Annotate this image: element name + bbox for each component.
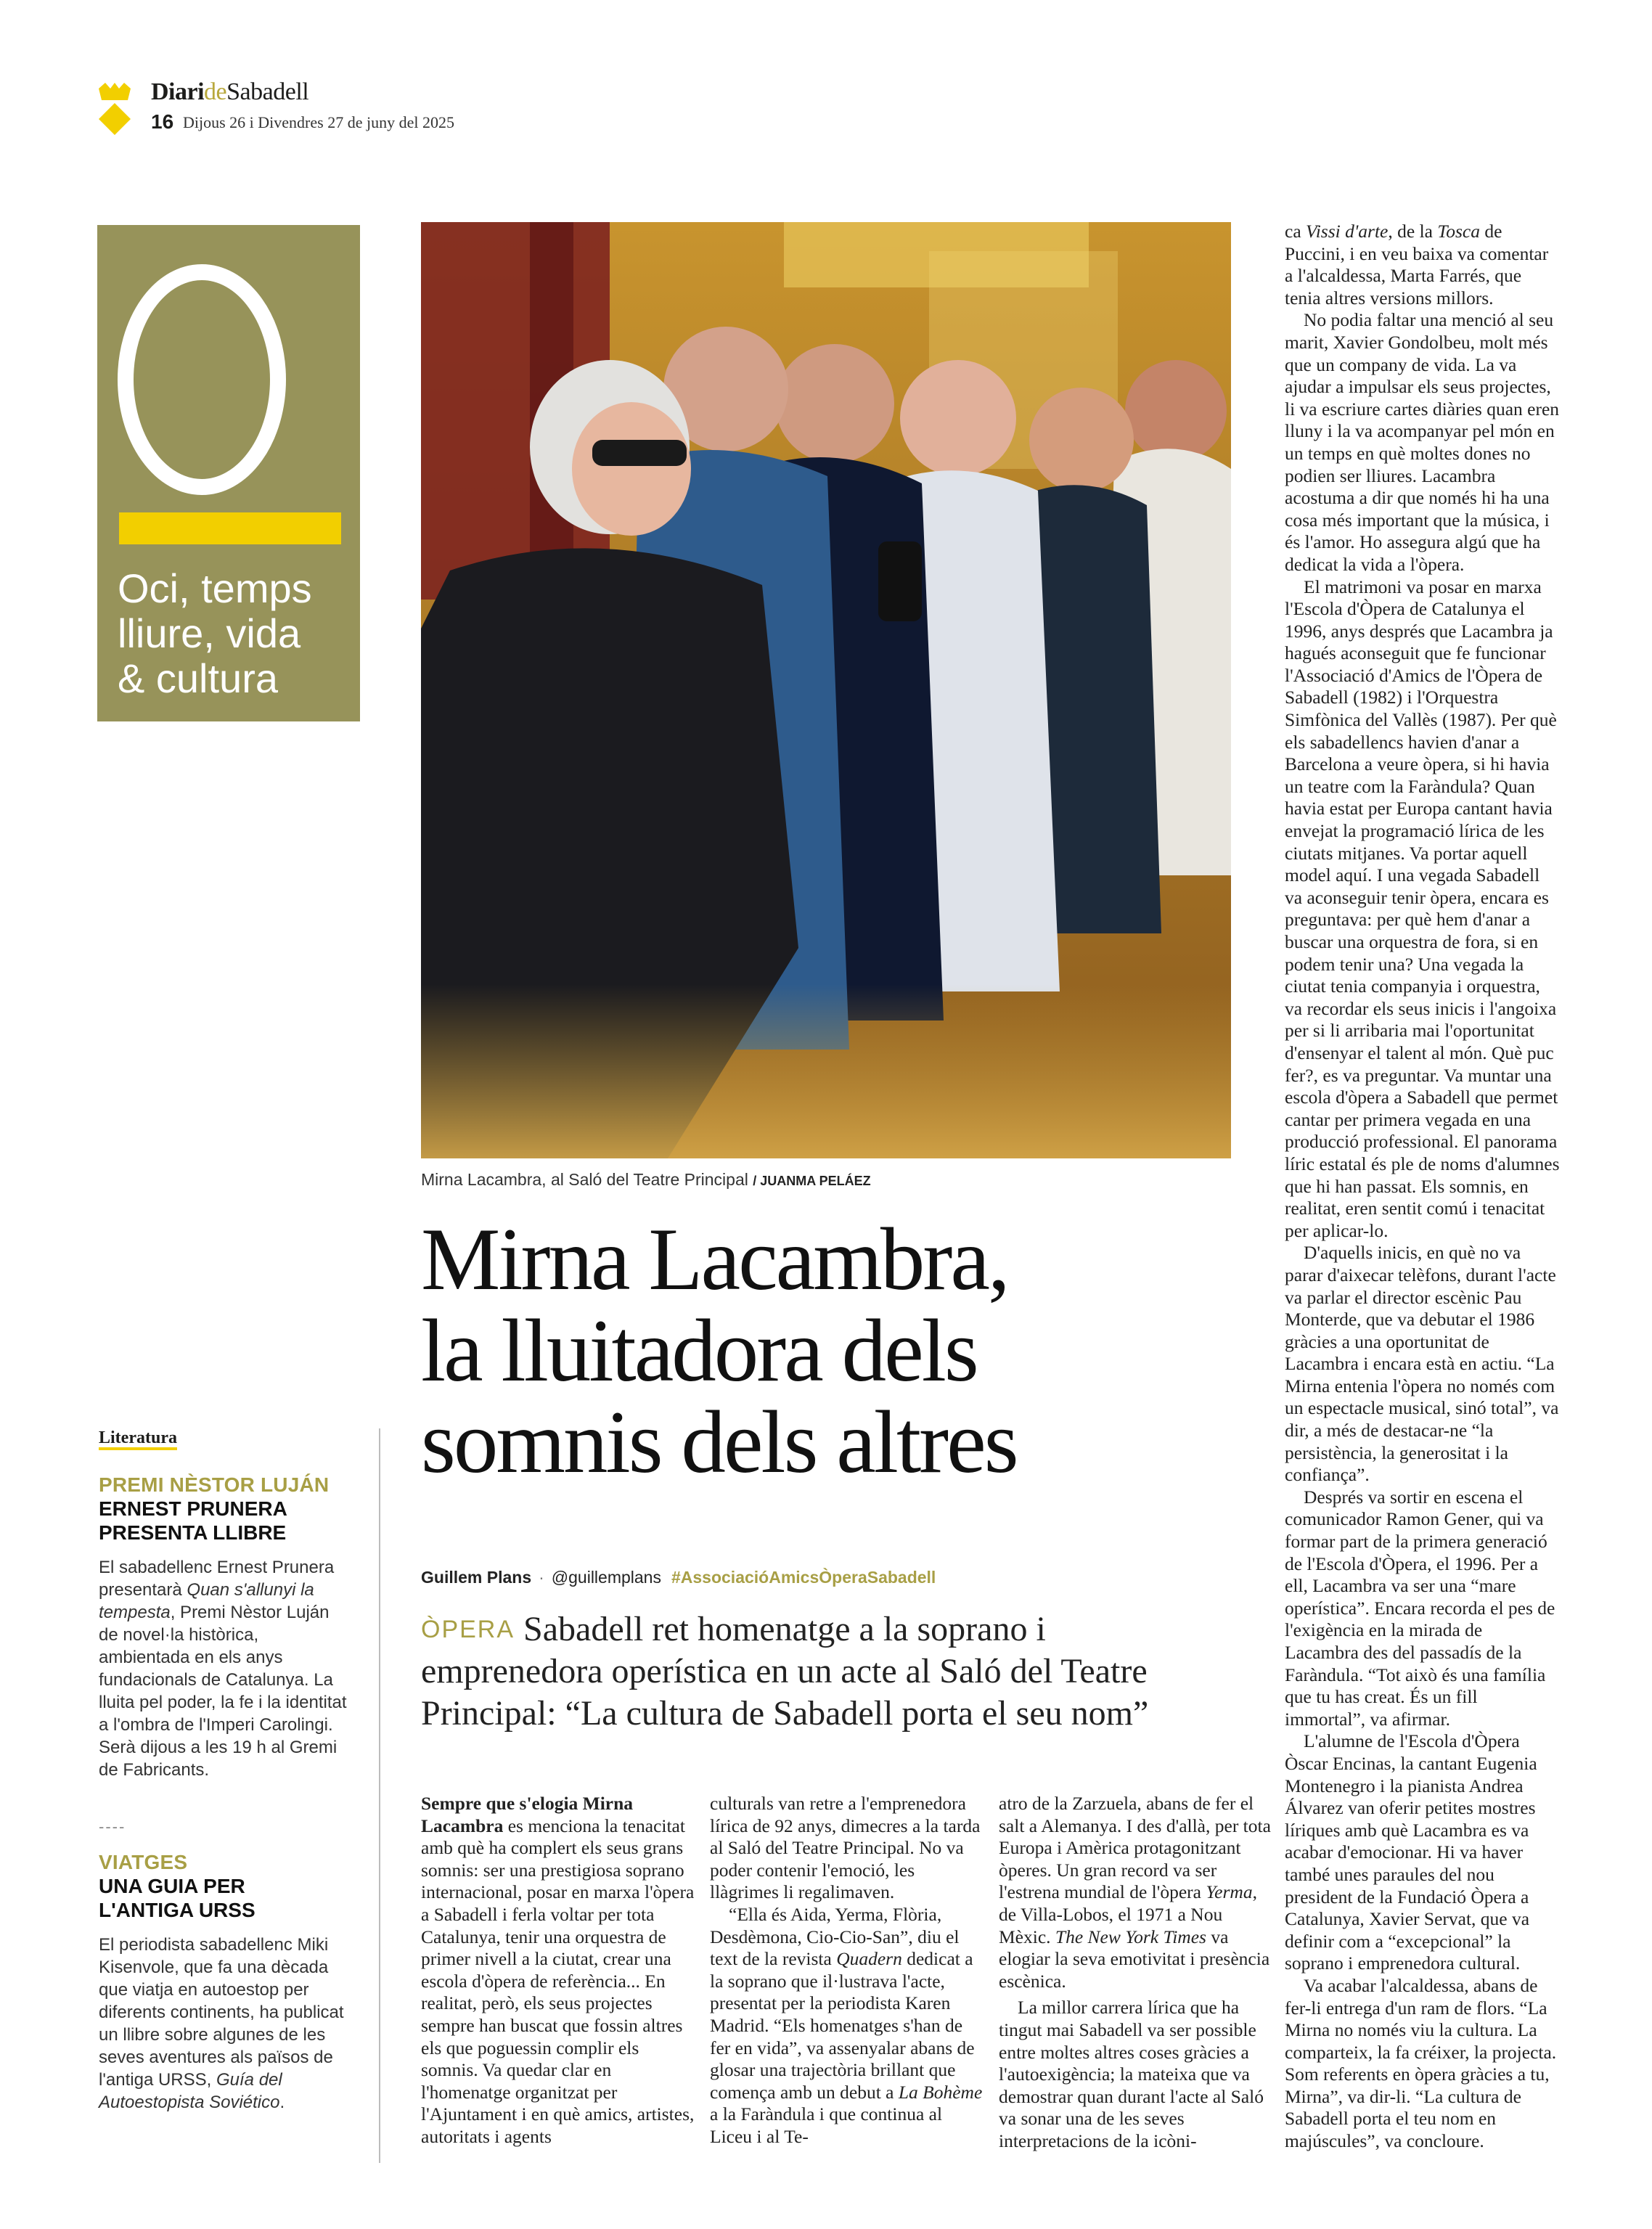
italic-title: Tosca (1437, 221, 1480, 242)
masthead-name-bold: Diari (151, 78, 205, 105)
brief-title (99, 1874, 350, 1922)
brief-body (99, 1934, 350, 2114)
issue-date: Dijous 26 i Divendres 27 de juny del 2025 (183, 113, 454, 131)
body-paragraph (710, 1904, 984, 2148)
body-column (421, 1793, 695, 2148)
paragraph-text: es menciona la tenacitat amb què ha complert els seus grans somnis: ser una prestigiosa soprano internacional, posar en marxa l'òpera a Sabadell i ferla voltar per tota Catalunya, tenir una orquestra de primer nivell a la ciutat, crear una escola d'òpera de referència... En realitat, però, els seus projectes sempre han buscat que fossin altres els que poguessin complir els somnis. Va quedar clar en l'homenatge organitzat per l'Ajuntament i en què amics, artistes, autoritats i agents (421, 1815, 695, 2147)
brief-title-line: L'ANTIGA URSS (99, 1899, 255, 1921)
brief-title-line: UNA GUIA PER (99, 1875, 245, 1897)
body-column (710, 1793, 984, 2148)
author-handle[interactable]: @guillemplans (551, 1568, 661, 1587)
subheadline-kicker: ÒPERA (421, 1616, 515, 1643)
person-head (572, 402, 691, 536)
paragraph-text: a la Faràndula i que continua al Liceu i al Te- (710, 2103, 943, 2147)
paragraph-text: dedicat a la soprano que il·lustrava l'acte, presentat per la periodista Karen Madrid. “Els homenatges s'han de fer en vida”, va assenyalar abans de glosar una trajectòria brillant que comença amb un debut a (710, 1948, 975, 2103)
headline (421, 1209, 1219, 1492)
paragraph-text: “Ella és Aida, Yerma, Flòria, Desdèmona, Cio-Cio-San”, diu el text de la revista (710, 1903, 960, 1970)
headline-line: somnis dels altres (421, 1392, 1017, 1492)
phone (878, 541, 922, 621)
subheadline-line (421, 1608, 1227, 1651)
brief-text: , Premi Nèstor Luján de novel·la històrica, ambientada en els anys fundacionals de Catalunya. La lluita pel poder, la fe i la identitat a l'ombra de l'Imperi Carolingi. Serà dijous a les 19 h al Gremi de Fabricants. (99, 1603, 347, 1780)
hero-photo[interactable] (421, 222, 1231, 1158)
body-paragraph: D'aquells inicis, en què no va parar d'aixecar telèfons, durant l'acte va parlar el director escènic Pau Monterde, que va debutar el 1986 gràcies a una oportunitat de Lacambra i encara està en actiu. “La Mirna entenia l'òpera no només com un espectacle musical, sinó total”, va dir, a més de destacar-ne “la persistència, la generositat i la confiança”. (1285, 1242, 1559, 1486)
paragraph-text: , de Villa-Lobos, el 1971 a Nou Mèxic. (999, 1881, 1257, 1947)
headline-line: Mirna Lacambra, (421, 1209, 1008, 1309)
newspaper-logo-icon (96, 81, 134, 136)
subheadline (421, 1608, 1227, 1735)
brief-text: . (279, 2093, 285, 2112)
sidebar-category: Literatura (99, 1428, 177, 1447)
body-paragraph: La millor carrera lírica que ha tingut mai Sabadell va ser possible entre moltes altres coses gràcies a l'autoexigència; la mateixa que va demostrar quan durant l'acte al Saló va sonar una de les seves interpretacions de la icòni- (999, 1997, 1264, 2151)
subheadline-line: Principal: “La cultura de Sabadell porta el seu nom” (421, 1694, 1149, 1733)
paragraph-text: , de la (1388, 221, 1438, 242)
italic-title: Yerma (1206, 1881, 1253, 1903)
glasses (592, 440, 687, 466)
subheadline-text: Sabadell ret homenatge a la soprano i (523, 1610, 1046, 1648)
brief-kicker: VIATGES (99, 1851, 188, 1873)
byline-dot: · (539, 1568, 544, 1587)
paragraph-text: ca (1285, 221, 1307, 242)
paragraph-text: va elogiar la seva emotivitat i presència escènica. (999, 1926, 1270, 1992)
article-hashtag[interactable]: #AssociacióAmicsÒperaSabadell (671, 1568, 936, 1587)
section-letter-o (116, 261, 287, 498)
lead-in: Sempre que s'elogia Mirna Lacambra (421, 1793, 634, 1836)
sidebar-brief (99, 1851, 350, 2114)
section-label (118, 566, 350, 701)
section-label-line: lliure, vida (118, 610, 301, 656)
person-head (775, 344, 894, 463)
italic-title: Quadern (836, 1948, 902, 1970)
body-paragraph (1285, 221, 1561, 309)
body-column (1285, 221, 1561, 2153)
subheadline-line: emprenedora operística en un acte al Saló del Teatre (421, 1652, 1148, 1690)
photo-credit: / JUANMA PELÁEZ (753, 1174, 871, 1188)
body-paragraph: culturals van retre a l'emprenedora lírica de 92 anys, dimecres a la tarda al Saló del Teatre Principal. No va poder contenir l'emoció, les llàgrimes li regalimaven. (710, 1793, 981, 1903)
body-paragraph: El matrimoni va posar en marxa l'Escola d'Òpera de Catalunya el 1996, anys després que Lacambra ja hagués aconseguit que fe funcionar l'Associació d'Amics de l'Òpera de Sabadell (1982) i l'Orquestra Simfònica del Vallès (1987). Per què els sabadellencs havien d'anar a Barcelona a veure òpera, si hi havia un teatre com la Faràndula? Quan havia estat per Europa cantant havia envejat la programació lírica de les ciutats mitjanes. Va portar aquell model aquí. I una vegada Sabadell va aconseguir tenir òpera, encara es preguntava: per què hem d'anar a buscar una orquestra de fora, si en podem tenir una? Una vegada la ciutat tenia companyia i orquestra, va recordar els seus inicis i l'angoixa per si li arribaria mai l'oportunitat d'ensenyar el talent al món. Què puc fer?, es va preguntar. Va muntar una escola d'òpera a Sabadell que permet cantar per primera vegada en una producció professional. El panorama líric estatal és ple de noms d'alumnes que hi han passat. Els somnis, en realitat, eren sentit comú i tenacitat per aplicar-lo. (1285, 576, 1560, 1241)
masthead-name[interactable] (151, 78, 308, 106)
masthead-name-city: Sabadell (226, 78, 309, 105)
page-number: 16 (151, 110, 174, 133)
column-divider (379, 1428, 380, 2163)
person-head (1029, 388, 1134, 492)
italic-title: La Bohème (898, 2081, 983, 2103)
brief-title-line: PRESENTA LLIBRE (99, 1521, 287, 1544)
headline-line: la lluitadora dels (421, 1301, 977, 1400)
masthead-name-de: de (204, 78, 227, 105)
caption-text: Mirna Lacambra, al Saló del Teatre Principal (421, 1170, 748, 1189)
body-paragraph: Després va sortir en escena el comunicador Ramon Gener, qui va formar part de la primera generació de l'Escola d'Òpera, el 1996. Per a ell, Lacambra va ser una “mare operística”. Encara recorda el pes de l'exigència en la mirada de Lacambra des del passadís de la Faràndula. “Tot això és una família que tu has creat. És un fill immortal”, va afirmar. (1285, 1486, 1555, 1730)
paragraph-text: atro de la Zarzuela, abans de fer el salt a Alemanya. I des d'allà, per tota Europa i Amèrica protagonitzant òperes. Un gran record va ser l'estrena mundial de l'òpera (999, 1793, 1271, 1903)
paragraph-text: de Puccini, i en veu baixa va comentar a l'alcaldessa, Marta Farrés, que tenia altres versions millors. (1285, 221, 1549, 308)
photo-caption (421, 1170, 871, 1190)
sidebar-separator: ---- (99, 1817, 126, 1836)
brief-book-title: Guía del Autoestopista Soviético (99, 2070, 282, 2112)
section-label-line: & cultura (118, 655, 278, 701)
section-accent-bar (119, 512, 341, 544)
byline (421, 1568, 936, 1587)
author-name[interactable]: Guillem Plans (421, 1568, 532, 1587)
body-paragraph: Va acabar l'alcaldessa, abans de fer-li entrega d'un ram de flors. “La Mirna no només viu la cultura. La comparteix, la fa créixer, la projecta. Som referents en òpera gràcies a tu, Mirna”, va dir-li. “La cultura de Sabadell porta el teu nom en majúscules”, va concloure. (1285, 1974, 1557, 2152)
body-paragraph: No podia faltar una menció al seu marit, Xavier Gondolbeu, molt més que un company de vida. La va ajudar a impulsar els seus projectes, li va escriure cartes diàries quan eren lluny i la va acompanyar pel món en un temps en què moltes dones no podien ser lliures. Lacambra acostuma a dir que només hi ha una cosa més important que la música, i és l'amor. Ho assegura algú que ha dedicat la vida a l'òpera. (1285, 309, 1560, 575)
brief-text: El sabadellenc Ernest Prunera presentarà (99, 1558, 335, 1600)
sidebar-brief (99, 1473, 350, 1781)
section-label-line: Oci, temps (118, 565, 312, 611)
body-column (999, 1793, 1273, 2153)
brief-body (99, 1556, 350, 1781)
body-paragraph (999, 1793, 1273, 1992)
brief-title-line: ERNEST PRUNERA (99, 1497, 287, 1520)
body-paragraph (421, 1793, 695, 2148)
brief-book-title: Quan s'allunyi la tempesta (99, 1580, 314, 1622)
person-head (1125, 360, 1227, 462)
italic-title: The New York Times (1055, 1926, 1206, 1947)
body-paragraph: L'alumne de l'Escola d'Òpera Òscar Encinas, la cantant Eugenia Montenegro i la pianista Andrea Álvarez van oferir petites mostres líriques amb què Lacambra es va acabar d'emocionar. Hi va haver també unes paraules del nou president de la Fundació Òpera a Catalunya, Xavier Servat, que va definir com a “excepcional” la soprano i emprenedora cultural. (1285, 1730, 1537, 1974)
brief-kicker: PREMI NÈSTOR LUJÁN (99, 1473, 330, 1496)
person-head (900, 360, 1016, 476)
brief-title (99, 1497, 350, 1545)
italic-title: Vissi d'arte (1306, 221, 1389, 242)
brief-text: El periodista sabadellenc Miki Kisenvole, que fa una dècada que viatja en autoestop per diferents continents, ha publicat un llibre sobre algunes de les seves aventures als països de l'antiga URSS, (99, 1935, 344, 2090)
